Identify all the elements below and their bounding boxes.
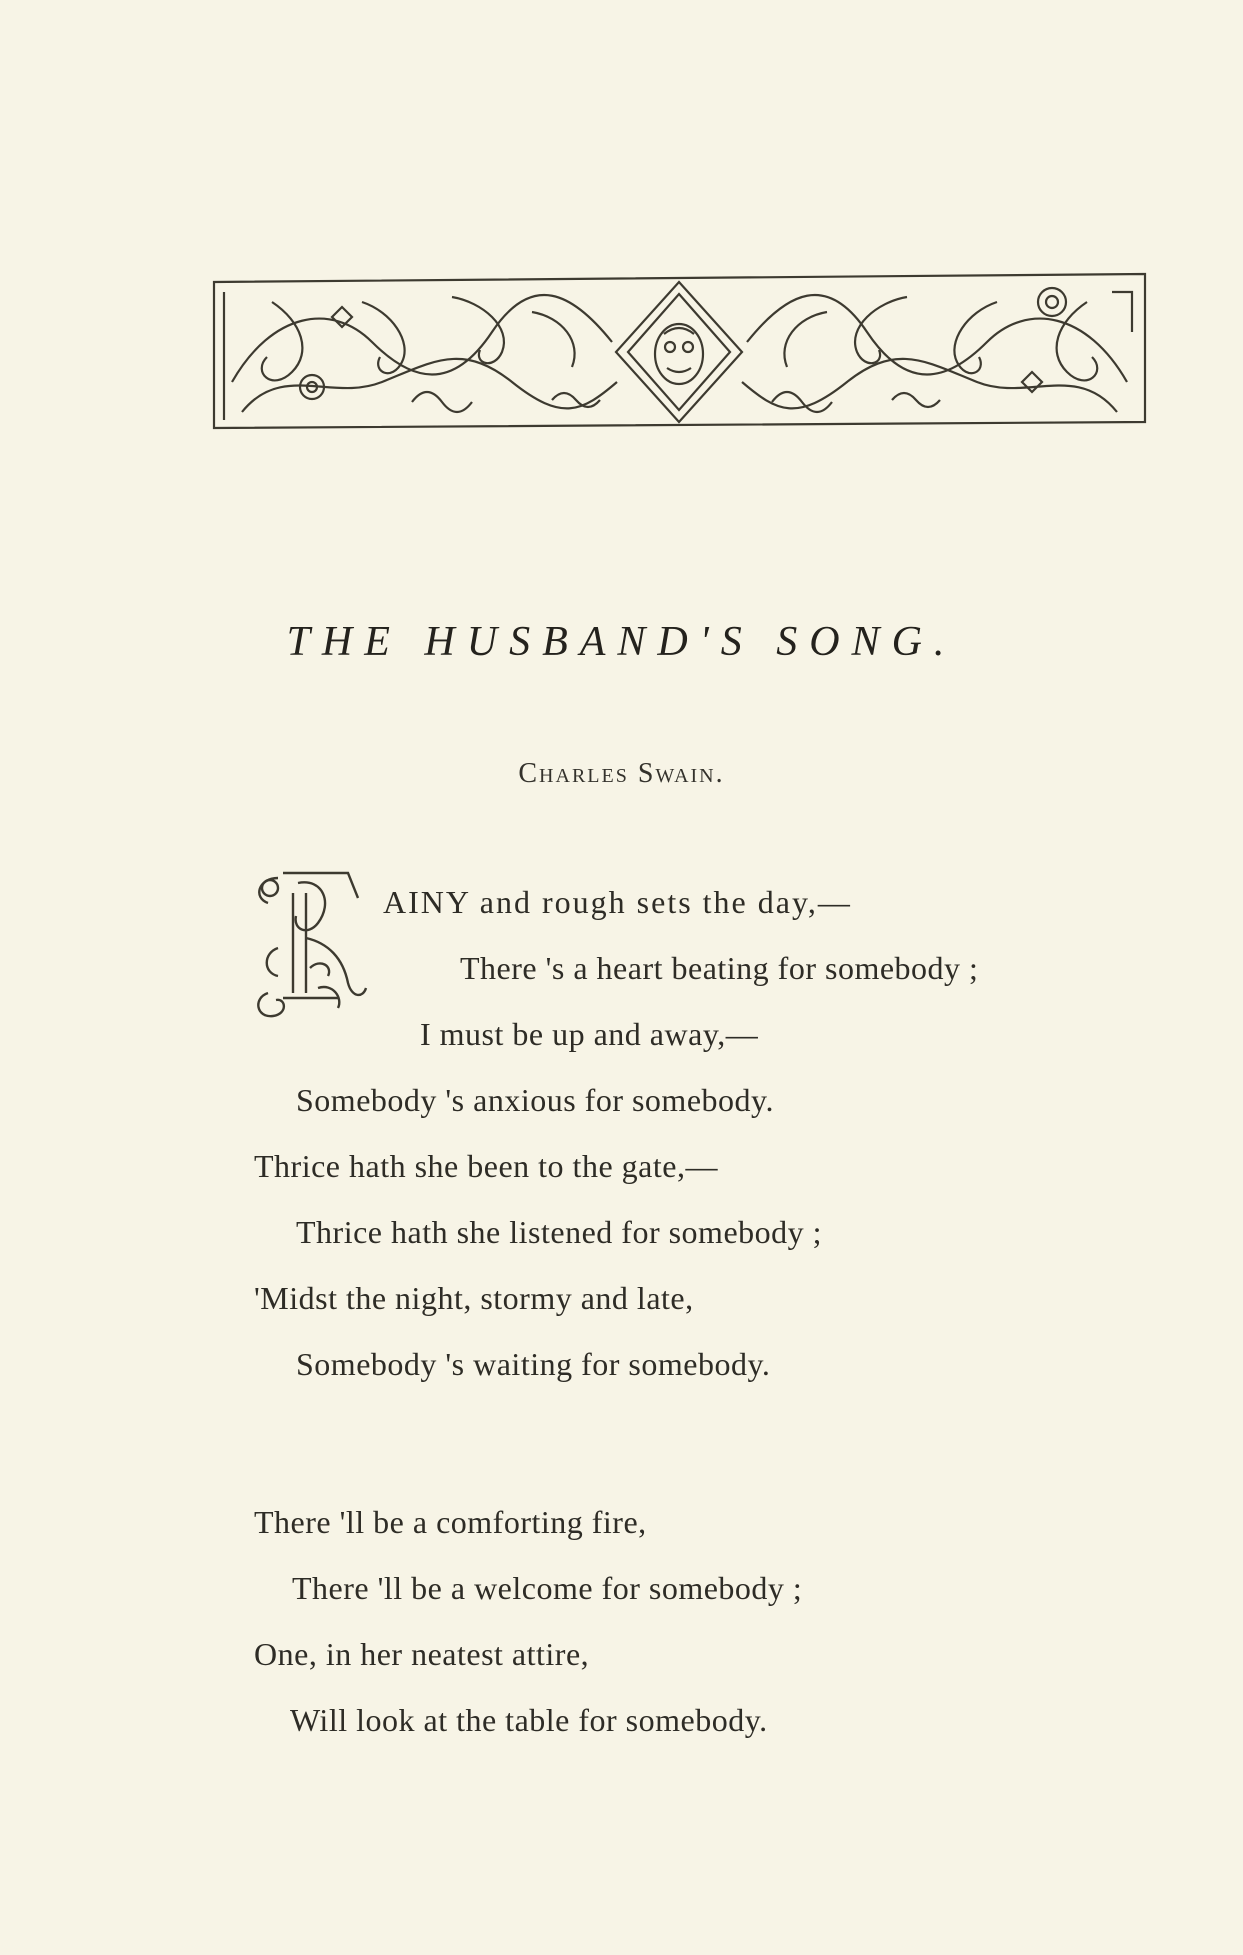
stanza1-line8: Somebody 's waiting for somebody. [296, 1346, 771, 1382]
initial-r-ornament [248, 858, 368, 1028]
vine-ornament-graphic [212, 272, 1147, 432]
stanza1-line5: Thrice hath she been to the gate,— [254, 1148, 718, 1184]
stanza2-line3: One, in her neatest attire, [254, 1636, 590, 1672]
stanza2-line4: Will look at the table for somebody. [290, 1702, 768, 1738]
poem-title: THE HUSBAND'S SONG. [286, 619, 957, 665]
stanza1-line6: Thrice hath she listened for somebody ; [296, 1214, 823, 1250]
poem-author: Charles Swain. [518, 758, 725, 789]
stanza2-line1: There 'll be a comforting fire, [254, 1504, 647, 1540]
stanza1-line2: There 's a heart beating for somebody ; [460, 950, 979, 986]
ornamental-headpiece [212, 272, 1147, 432]
stanza2-line2: There 'll be a welcome for somebody ; [292, 1570, 803, 1606]
decorated-initial-letter [248, 858, 368, 1028]
stanza1-line1: AINY and rough sets the day,— [383, 884, 852, 920]
stanza1-line3: I must be up and away,— [420, 1016, 759, 1052]
stanza1-line7: 'Midst the night, stormy and late, [254, 1280, 694, 1316]
stanza1-line4: Somebody 's anxious for somebody. [296, 1082, 774, 1118]
